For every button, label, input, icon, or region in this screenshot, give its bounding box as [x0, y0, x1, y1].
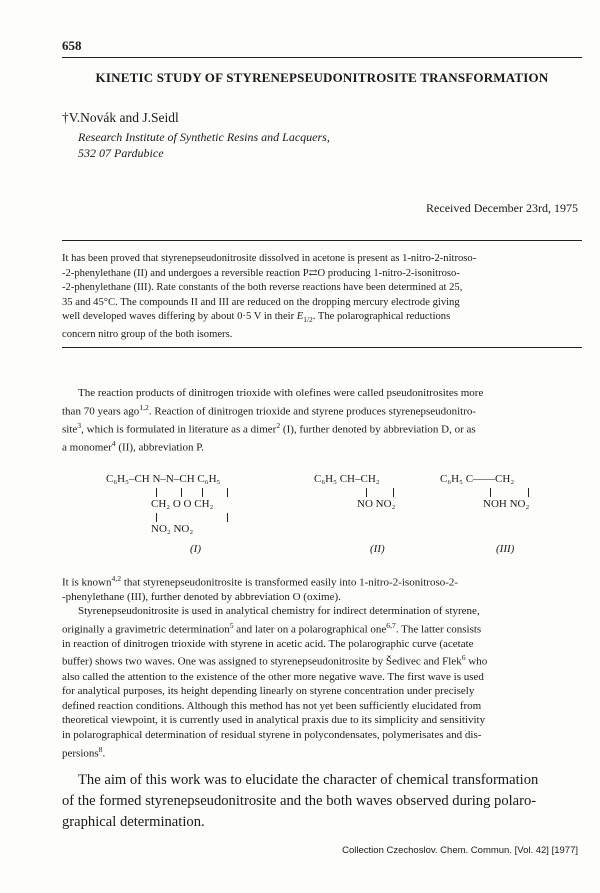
- text-line: in reaction of dinitrogen trioxide with styrene in acetic acid. The polarographic curve (acetate: [62, 637, 474, 650]
- text-line: of the formed styrenepseudonitrosite and the both waves observed during polaro-: [62, 793, 537, 809]
- bond-line: [156, 488, 157, 497]
- text-line: Styrenepseudonitrosite is used in analytical chemistry for indirect determination of styrene,: [78, 605, 480, 617]
- paragraph-oxime: [62, 572, 582, 605]
- abstract-top-rule: [62, 240, 582, 241]
- structure-ii-row-1: C₆H₅ CH–CH₂: [314, 473, 380, 485]
- text-line: for analytical purposes, its height depending linearly on styrene concentration under precisely: [62, 685, 475, 698]
- text-line: than 70 years ago$^{1,2}$. Reaction of dinitrogen trioxide and styrene produces styrenepseudonitro-: [62, 402, 477, 418]
- text-line: in polarographical determination of residual styrene in polycondensates, polymerisates and dis-: [62, 729, 482, 742]
- text-line: The aim of this work was to elucidate the character of chemical transformation: [78, 772, 539, 788]
- affiliation-line-1: Research Institute of Synthetic Resins and Lacquers,: [78, 130, 330, 144]
- bond-line: [528, 488, 529, 497]
- bond-line: [393, 488, 394, 497]
- structure-iii-label: (III): [496, 543, 515, 555]
- abstract-line: -2-phenylethane (III). Rate constants of the both reverse reactions have been determined at 25,: [62, 282, 463, 294]
- article-title: KINETIC STUDY OF STYRENEPSEUDONITROSITE TRANSFORMATION: [95, 70, 549, 85]
- bond-line: [156, 513, 157, 522]
- abstract-bottom-rule: [62, 347, 582, 348]
- structure-i-label: (I): [190, 543, 201, 555]
- bond-line: [227, 513, 228, 522]
- abstract-line: It has been proved that styrenepseudonitrosite dissolved in acetone is present as 1-nitro-2-nitroso-: [62, 253, 477, 264]
- paragraph-analytical: [62, 604, 582, 761]
- bond-line: [181, 488, 182, 497]
- header-rule: [62, 57, 582, 58]
- bond-line: [366, 488, 367, 497]
- bond-line: [202, 488, 203, 497]
- structure-i-row-3: NO₂ NO₂: [151, 523, 194, 535]
- text-line: The reaction products of dinitrogen trioxide with olefines were called pseudonitrosites more: [78, 387, 484, 399]
- received-date: Received December 23rd, 1975: [426, 201, 578, 215]
- structure-i-row-2: CH₂ O O CH₂: [151, 498, 214, 510]
- structure-i-row-1: C₆H₅–CH N–N–CH C₆H₅: [106, 473, 221, 485]
- text-line: buffer) shows two waves. One was assigned to styrenepseudonitrosite by Šedivec and Flek$^6$ who: [62, 653, 488, 669]
- abstract-line: well developed waves differing by about 0·5 V in their $E_{1/2}$. The polarographical reductions: [62, 311, 451, 325]
- text-line: defined reaction conditions. Although this method has not yet been sufficiently elucidated from: [62, 699, 482, 712]
- bond-line: [490, 488, 491, 497]
- affiliation-line-2: 532 07 Pardubice: [78, 146, 164, 160]
- text-line: originally a gravimetric determination$^5$ and later on a polarographical one$^{6,7}$. The latter consists: [62, 620, 482, 636]
- e-half-symbol: E: [296, 311, 304, 323]
- structure-ii-label: (II): [370, 543, 385, 555]
- intro-paragraph: [62, 386, 582, 455]
- abstract-line: concern nitro group of the both isomers.: [62, 329, 233, 341]
- abstract-line: -2-phenylethane (II) and undergoes a reversible reaction P⇄O producing 1-nitro-2-isonitroso-: [62, 267, 460, 279]
- authors: †V.Novák and J.Seidl: [62, 110, 179, 125]
- paragraph-aim: [62, 770, 582, 833]
- journal-footer: Collection Czechoslov. Chem. Commun. [Vol. 42] [1977]: [342, 845, 578, 856]
- abstract: [62, 252, 582, 343]
- text-line: also called the attention to the existence of the other more negative wave. The first wave is used: [62, 670, 484, 683]
- text-line: theoretical viewpoint, it is currently used in analytical praxis due to its simplicity and sensitivity: [62, 714, 486, 727]
- text-line: a monomer$^4$ (II), abbreviation P.: [62, 439, 204, 454]
- text-line: -phenylethane (III), further denoted by abbreviation O (oxime).: [62, 591, 341, 604]
- bond-line: [227, 488, 228, 497]
- text-line: persions$^8$.: [62, 744, 106, 760]
- structure-iii-row-2: NOH NO₂: [483, 498, 530, 510]
- text-line: site$^3$, which is formulated in literature as a dimer$^2$ (I), further denoted by abbreviation D, or as: [62, 420, 476, 436]
- text-line: It is known$^{4,2}$ that styrenepseudonitrosite is transformed easily into 1-nitro-2-isonitroso-2-: [62, 574, 459, 589]
- structure-ii-row-2: NO NO₂: [357, 498, 396, 510]
- abstract-line: 35 and 45°C. The compounds II and III are reduced on the dropping mercury electrode giving: [62, 296, 460, 308]
- text-line: graphical determination.: [62, 814, 205, 830]
- page-number: 658: [62, 38, 82, 53]
- structure-iii-row-1: C₆H₅ C——CH₂: [440, 473, 515, 485]
